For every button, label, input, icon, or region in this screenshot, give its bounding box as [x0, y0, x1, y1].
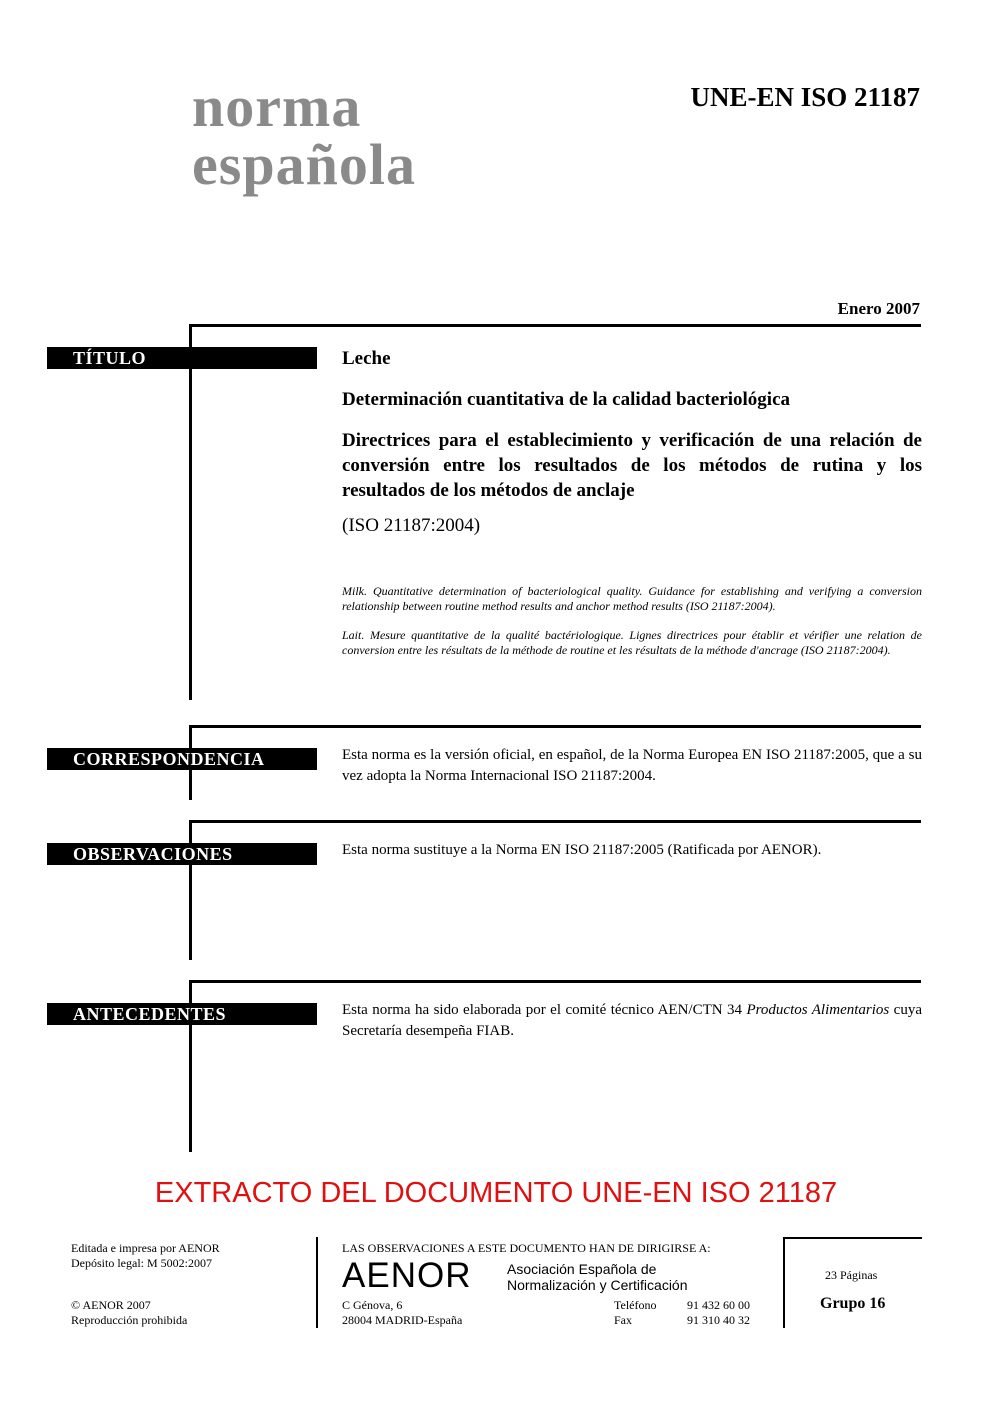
footer-address-city: 28004 MADRID-España — [342, 1313, 463, 1327]
page-count: 23 Páginas — [825, 1268, 878, 1282]
publication-date: Enero 2007 — [837, 299, 920, 318]
footer-box-top — [783, 1237, 922, 1239]
title-subtitle: Determinación cuantitativa de la calidad bacteriológica — [342, 389, 791, 410]
observaciones-text: Esta norma sustituye a la Norma EN ISO 21187:2005 (Ratificada por AENOR). — [342, 842, 822, 858]
aenor-association — [507, 1261, 688, 1293]
antecedentes-text-start: Esta norma ha sido elaborada por el comité técnico AEN/CTN 34 — [342, 1002, 747, 1018]
aenor-association-line-2: Normalización y Certificación — [507, 1277, 688, 1293]
footer-observations-notice: LAS OBSERVACIONES A ESTE DOCUMENTO HAN DE DIRIGIRSE A: — [342, 1241, 711, 1255]
standard-code: UNE-EN ISO 21187 — [690, 82, 920, 112]
section-label-correspondencia: CORRESPONDENCIA — [47, 748, 317, 770]
brand-line-2: española — [192, 132, 416, 197]
antecedentes-committee-name: Productos Alimentarios — [746, 1002, 890, 1018]
correspondencia-text: Esta norma es la versión oficial, en español, de la Norma Europea EN ISO 21187:2005, que a su vez adopta la Norma Internacional ISO 21187:2004. — [342, 747, 922, 784]
section-label-observaciones: OBSERVACIONES — [47, 843, 317, 865]
english-title: Milk. Quantitative determination of bacteriological quality. Guidance for establishing and verifying a conversion relationship between routine method results and anchor method results (ISO 21187:2004). — [342, 584, 922, 613]
footer-reproduction: Reproducción prohibida — [71, 1313, 188, 1327]
footer-divider-left — [316, 1237, 318, 1328]
footer-phone-label: Teléfono — [614, 1298, 657, 1312]
section-divider-antecedentes — [189, 980, 921, 983]
aenor-association-line-1: Asociación Española de — [507, 1261, 657, 1277]
footer-fax-label: Fax — [614, 1313, 632, 1327]
section-divider-titulo — [189, 324, 921, 327]
title-line: Leche — [342, 348, 391, 369]
footer-copyright: © AENOR 2007 — [71, 1298, 151, 1312]
brand-line-1: norma — [192, 74, 362, 139]
title-description: Directrices para el establecimiento y verificación de una relación de conversión entre los resultados de los métodos de rutina y los resultados de los métodos de anclaje — [342, 430, 922, 501]
footer-address-street: C Génova, 6 — [342, 1298, 403, 1312]
footer-divider-right — [783, 1237, 785, 1328]
section-divider-observaciones — [189, 820, 921, 823]
antecedentes-text-end: cuya Secretaría desempeña FIAB. — [342, 1002, 922, 1039]
footer-phone-value: 91 432 60 00 — [687, 1298, 750, 1312]
aenor-logo: AENOR — [342, 1256, 472, 1295]
section-label-antecedentes: ANTECEDENTES — [47, 1003, 317, 1025]
section-divider-correspondencia — [189, 725, 921, 728]
footer-deposit: Depósito legal: M 5002:2007 — [71, 1256, 212, 1270]
section-rule-titulo — [189, 324, 192, 700]
footer-fax-value: 91 310 40 32 — [687, 1313, 750, 1327]
french-title: Lait. Mesure quantitative de la qualité bactériologique. Lignes directrices pour établir et vérifier une relation de conversion entre les résultats de la méthode de routine et les résultats de la méthode d'ancrage (ISO 21187:2004). — [342, 628, 922, 657]
footer-edited: Editada e impresa por AENOR — [71, 1241, 220, 1255]
iso-reference: (ISO 21187:2004) — [342, 515, 481, 536]
section-rule-observaciones — [189, 820, 192, 960]
brand-title — [192, 74, 416, 197]
antecedentes-text — [342, 1000, 922, 1042]
extract-notice: EXTRACTO DEL DOCUMENTO UNE-EN ISO 21187 — [154, 1177, 838, 1209]
price-group: Grupo 16 — [820, 1295, 886, 1312]
section-label-titulo: TÍTULO — [47, 347, 317, 369]
titulo-content — [342, 346, 922, 658]
